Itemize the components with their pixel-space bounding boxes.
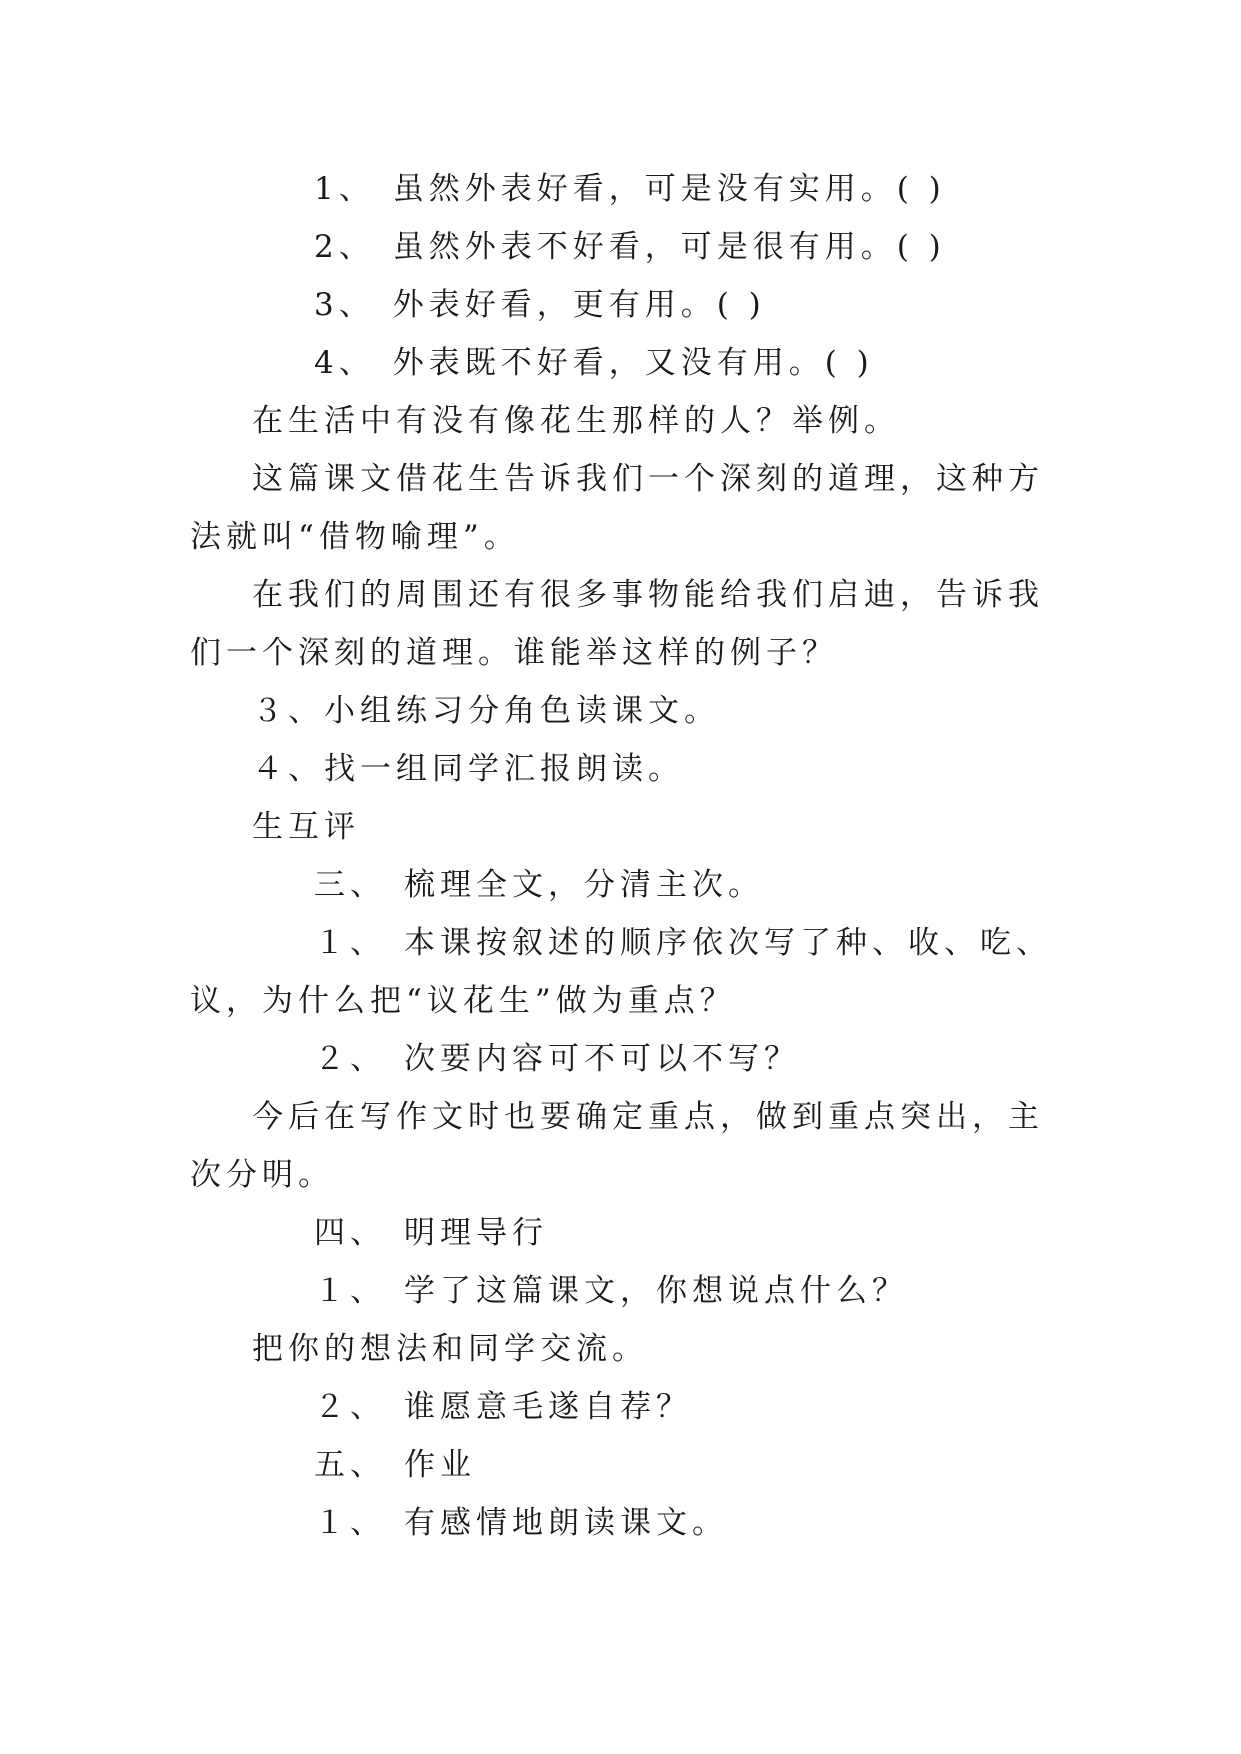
paragraph (190, 682, 1060, 740)
item-label: 三、 (314, 867, 386, 903)
item-label: 四、 (314, 1215, 386, 1251)
paragraph (190, 1320, 1060, 1378)
item-label: ２、 (314, 1041, 386, 1077)
item-label: 五、 (314, 1447, 386, 1483)
paragraph-text: 虽然外表好看，可是没有实用。( ) (392, 171, 946, 207)
paragraph-text: 把你的想法和同学交流。 (252, 1331, 648, 1367)
paragraph (190, 450, 1060, 566)
paragraph-text: 外表好看，更有用。( ) (392, 287, 766, 323)
paragraph (190, 334, 1060, 392)
paragraph (190, 566, 1060, 682)
paragraph-text: 在生活中有没有像花生那样的人？举例。 (252, 403, 900, 439)
paragraph-text: 这篇课文借花生告诉我们一个深刻的道理，这种方法就叫“借物喻理”。 (190, 461, 1044, 555)
paragraph-text: 谁愿意毛遂自荐？ (404, 1389, 692, 1425)
document-body (190, 160, 1060, 1552)
paragraph (190, 1262, 1060, 1320)
paragraph-text: 生互评 (252, 809, 360, 845)
item-label: 1、 (314, 171, 375, 207)
paragraph (190, 218, 1060, 276)
paragraph (190, 798, 1060, 856)
paragraph-text: 明理导行 (404, 1215, 548, 1251)
paragraph-text: 次要内容可不可以不写？ (404, 1041, 800, 1077)
paragraph (190, 740, 1060, 798)
paragraph-text: 今后在写作文时也要确定重点，做到重点突出，主次分明。 (190, 1099, 1044, 1193)
paragraph-text: 在我们的周围还有很多事物能给我们启迪，告诉我们一个深刻的道理。谁能举这样的例子？ (190, 577, 1044, 671)
paragraph-text: 外表既不好看，又没有用。( ) (392, 345, 874, 381)
paragraph (190, 276, 1060, 334)
paragraph-text: ３、小组练习分角色读课文。 (252, 693, 720, 729)
item-label: １、 (314, 1273, 386, 1309)
paragraph (190, 914, 1060, 1030)
section-heading (190, 1204, 1060, 1262)
item-label: １、 (314, 925, 386, 961)
paragraph-text: 本课按叙述的顺序依次写了种、收、吃、议，为什么把“议花生”做为重点？ (190, 925, 1052, 1019)
paragraph (190, 392, 1060, 450)
item-label: 4、 (314, 345, 375, 381)
paragraph (190, 1494, 1060, 1552)
paragraph-text: 作业 (404, 1447, 476, 1483)
paragraph-text: 虽然外表不好看，可是很有用。( ) (392, 229, 946, 265)
paragraph (190, 160, 1060, 218)
paragraph (190, 1378, 1060, 1436)
item-label: ２、 (314, 1389, 386, 1425)
paragraph-text: 学了这篇课文，你想说点什么？ (404, 1273, 908, 1309)
item-label: 2、 (314, 229, 375, 265)
paragraph (190, 1088, 1060, 1204)
section-heading (190, 856, 1060, 914)
paragraph-text: 有感情地朗读课文。 (404, 1505, 728, 1541)
paragraph-text: ４、找一组同学汇报朗读。 (252, 751, 684, 787)
item-label: 3、 (314, 287, 375, 323)
section-heading (190, 1436, 1060, 1494)
paragraph (190, 1030, 1060, 1088)
item-label: １、 (314, 1505, 386, 1541)
paragraph-text: 梳理全文，分清主次。 (404, 867, 764, 903)
